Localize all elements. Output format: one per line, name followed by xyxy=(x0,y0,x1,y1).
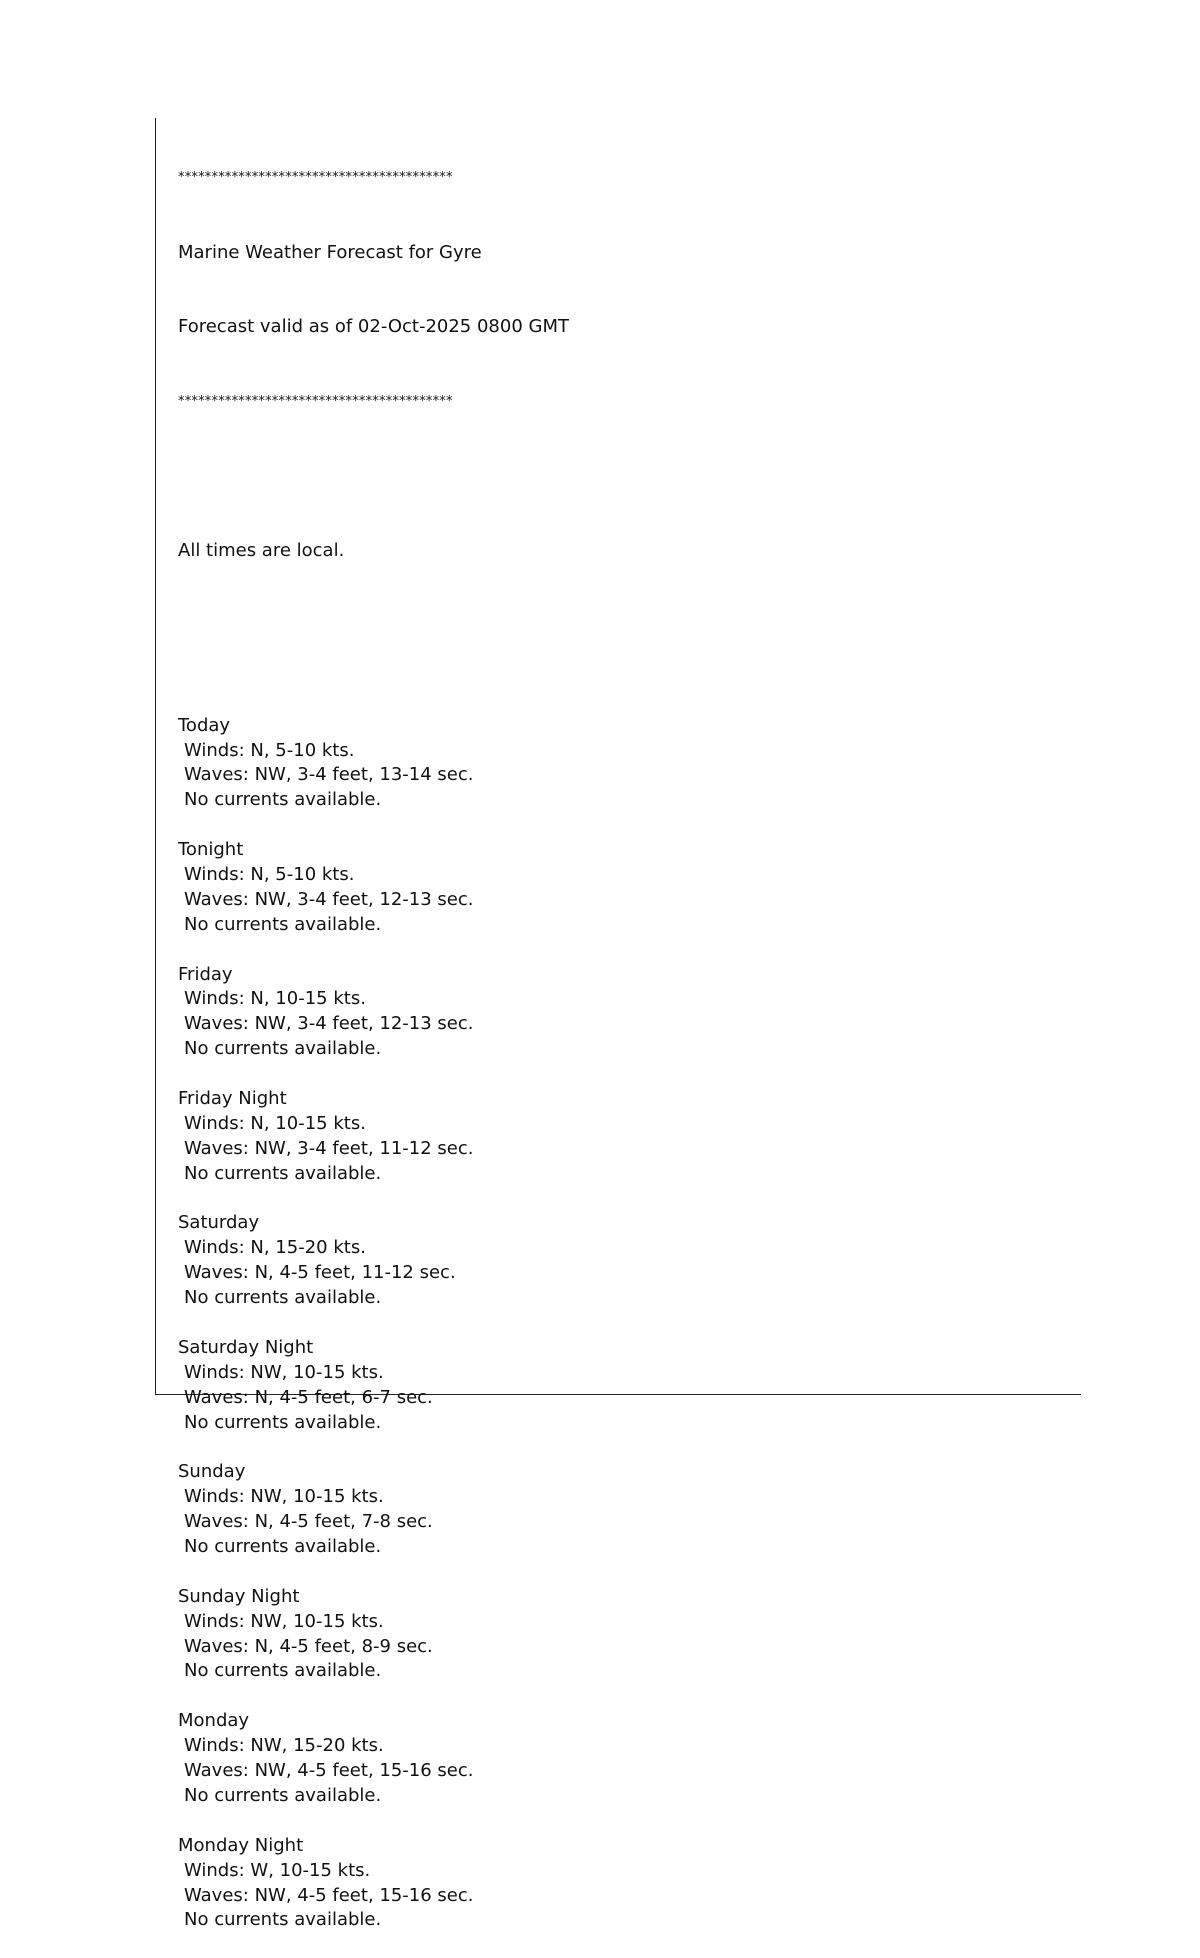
spacer xyxy=(178,1684,569,1709)
period-currents: No currents available. xyxy=(184,789,382,811)
spacer xyxy=(178,1560,569,1585)
forecast-document xyxy=(178,116,569,1958)
period-waves: Waves: N, 4-5 feet, 6-7 sec. xyxy=(184,1386,433,1408)
forecast-period xyxy=(178,1585,569,1709)
forecast-period xyxy=(178,714,569,838)
period-name: Saturday Night xyxy=(178,1336,314,1358)
period-waves: Waves: NW, 3-4 feet, 12-13 sec. xyxy=(184,1013,474,1035)
period-name: Monday xyxy=(178,1710,250,1732)
period-currents: No currents available. xyxy=(184,1162,382,1184)
period-waves: Waves: N, 4-5 feet, 7-8 sec. xyxy=(184,1511,433,1533)
forecast-valid-time: Forecast valid as of 02-Oct-2025 0800 GMT xyxy=(178,316,569,338)
forecast-period xyxy=(178,1336,569,1460)
period-winds: Winds: NW, 10-15 kts. xyxy=(184,1610,384,1632)
forecast-periods xyxy=(178,714,569,1934)
period-currents: No currents available. xyxy=(184,1038,382,1060)
period-waves: Waves: NW, 3-4 feet, 11-12 sec. xyxy=(184,1137,474,1159)
period-winds: Winds: W, 10-15 kts. xyxy=(184,1859,371,1881)
period-name: Today xyxy=(178,714,231,736)
forecast-period xyxy=(178,1087,569,1211)
period-currents: No currents available. xyxy=(184,1660,382,1682)
period-winds: Winds: NW, 10-15 kts. xyxy=(184,1486,384,1508)
period-waves: Waves: NW, 4-5 feet, 15-16 sec. xyxy=(184,1760,474,1782)
period-waves: Waves: N, 4-5 feet, 11-12 sec. xyxy=(184,1262,456,1284)
period-waves: Waves: NW, 3-4 feet, 12-13 sec. xyxy=(184,888,474,910)
period-waves: Waves: NW, 3-4 feet, 13-14 sec. xyxy=(184,764,474,786)
forecast-period xyxy=(178,1709,569,1833)
period-name: Friday Night xyxy=(178,1088,287,1109)
forecast-period xyxy=(178,1211,569,1335)
forecast-period xyxy=(178,1460,569,1584)
forecast-period xyxy=(178,963,569,1087)
spacer xyxy=(178,465,569,490)
period-currents: No currents available. xyxy=(184,1287,382,1309)
spacer xyxy=(178,938,569,963)
period-name: Tonight xyxy=(178,839,244,861)
frame-left-border xyxy=(155,118,156,1395)
period-name: Monday Night xyxy=(178,1834,304,1856)
period-currents: No currents available. xyxy=(184,1784,382,1806)
period-winds: Winds: NW, 10-15 kts. xyxy=(184,1361,384,1383)
header-stars-bottom: ***************************************** xyxy=(178,393,453,409)
period-currents: No currents available. xyxy=(184,1909,382,1931)
period-name: Sunday Night xyxy=(178,1585,300,1607)
forecast-title: Marine Weather Forecast for Gyre xyxy=(178,241,482,263)
period-waves: Waves: N, 4-5 feet, 8-9 sec. xyxy=(184,1635,433,1657)
period-name: Friday xyxy=(178,963,233,985)
spacer xyxy=(178,1311,569,1336)
forecast-period xyxy=(178,1834,569,1934)
period-winds: Winds: N, 15-20 kts. xyxy=(184,1237,366,1259)
period-winds: Winds: N, 10-15 kts. xyxy=(184,988,366,1010)
period-currents: No currents available. xyxy=(184,913,382,935)
spacer xyxy=(178,1435,569,1460)
header-stars-top: ***************************************** xyxy=(178,169,453,185)
period-name: Sunday xyxy=(178,1461,246,1483)
spacer xyxy=(178,1187,569,1212)
period-currents: No currents available. xyxy=(184,1411,382,1433)
period-winds: Winds: N, 5-10 kts. xyxy=(184,863,355,885)
spacer xyxy=(178,1062,569,1087)
period-waves: Waves: NW, 4-5 feet, 15-16 sec. xyxy=(184,1884,474,1906)
period-winds: Winds: N, 10-15 kts. xyxy=(184,1112,366,1134)
period-winds: Winds: NW, 15-20 kts. xyxy=(184,1735,384,1757)
times-note: All times are local. xyxy=(178,540,345,562)
period-name: Saturday xyxy=(178,1212,260,1234)
forecast-period xyxy=(178,838,569,962)
spacer xyxy=(178,1809,569,1834)
spacer xyxy=(178,614,569,639)
period-winds: Winds: N, 5-10 kts. xyxy=(184,739,355,761)
spacer xyxy=(178,813,569,838)
period-currents: No currents available. xyxy=(184,1536,382,1558)
